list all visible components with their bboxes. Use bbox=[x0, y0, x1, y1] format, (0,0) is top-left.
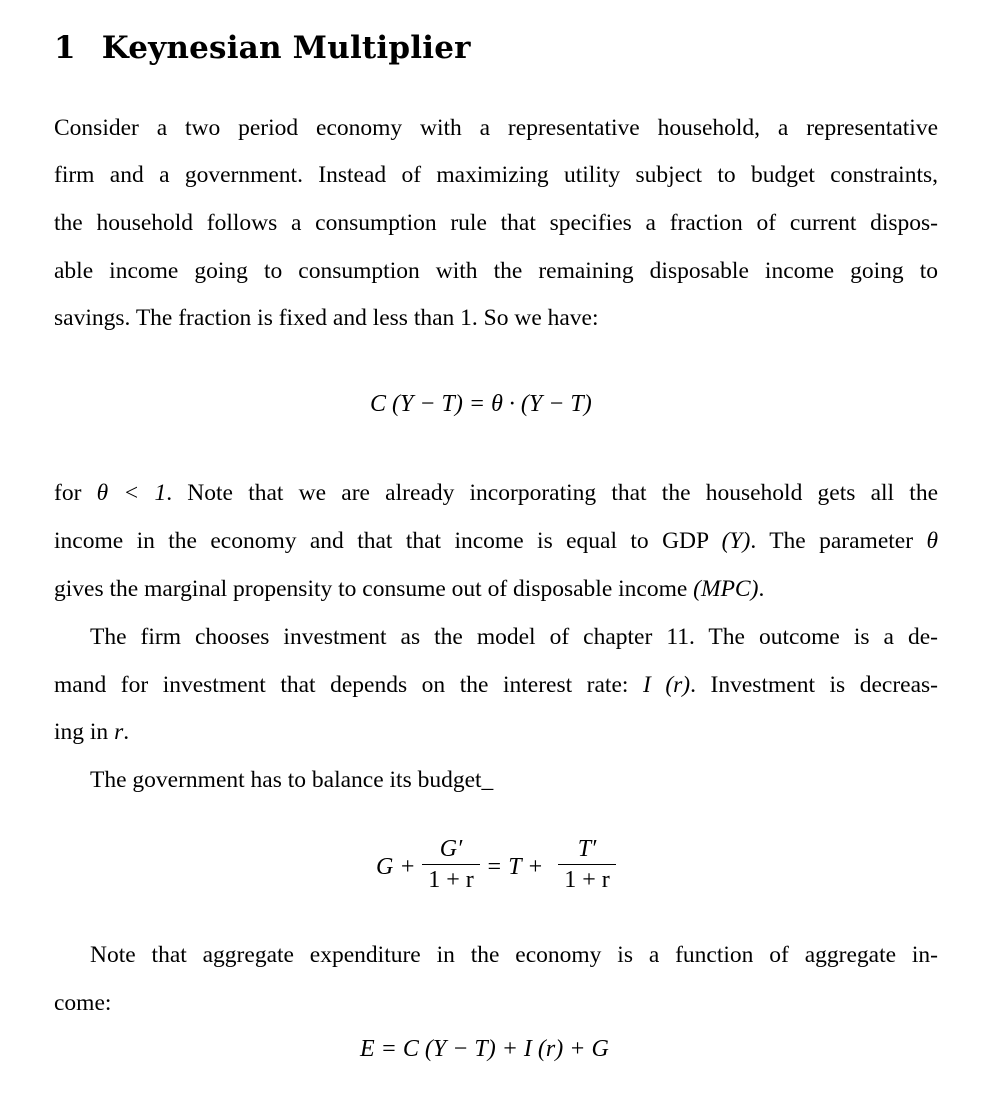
math-r: r bbox=[114, 719, 124, 745]
eq2-fraction-g: G′ 1 + r bbox=[422, 836, 480, 893]
para5-line-1: Note that aggregate expenditure in the economy is a function of aggregate in- bbox=[90, 942, 938, 968]
para1-line-3: the household follows a consumption rule that specifies a fraction of current dispos- bbox=[54, 210, 938, 236]
eq2-lhs: G + bbox=[376, 854, 416, 880]
eq2-mid: = T + bbox=[486, 854, 544, 880]
para1-line-5: savings. The fraction is fixed and less than 1. So we have: bbox=[54, 305, 599, 331]
eq2-fraction-t: T′ 1 + r bbox=[558, 836, 616, 893]
math-mpc: (MPC) bbox=[693, 576, 759, 602]
para1-line-4: able income going to consumption with the remaining disposable income going to bbox=[54, 258, 938, 284]
para2-line-1: for θ < 1. Note that we are already incorporating that the household gets all the bbox=[54, 480, 939, 506]
para1-line-1: Consider a two period economy with a representative household, a representative bbox=[54, 115, 938, 141]
para5-line-2: come: bbox=[54, 990, 112, 1016]
para4-line-1: The government has to balance its budget_ bbox=[90, 767, 494, 793]
para1-line-2: firm and a government. Instead of maximizing utility subject to budget constraints, bbox=[54, 162, 938, 188]
math-investment-fn: I (r) bbox=[642, 672, 691, 698]
math-theta-less-than-one: θ < 1 bbox=[96, 480, 167, 506]
equation-aggregate-expenditure: E = C (Y − T) + I (r) + G bbox=[360, 1036, 609, 1062]
section-heading bbox=[54, 30, 471, 66]
para3-line-1: The firm chooses investment as the model of chapter 11. The outcome is a de- bbox=[90, 624, 938, 650]
equation-consumption-rule: C (Y − T) = θ · (Y − T) bbox=[370, 391, 592, 417]
para3-line-3: ing in r. bbox=[54, 719, 130, 745]
para3-line-2: mand for investment that depends on the interest rate: I (r). Investment is decreas- bbox=[54, 672, 938, 698]
para2-line-3: gives the marginal propensity to consume out of disposable income (MPC). bbox=[54, 576, 765, 602]
math-theta: θ bbox=[926, 528, 938, 554]
section-title: Keynesian Multiplier bbox=[101, 30, 471, 66]
math-y: (Y) bbox=[721, 528, 751, 554]
para2-line-2: income in the economy and that that income is equal to GDP (Y). The parameter θ bbox=[54, 528, 938, 554]
section-number: 1 bbox=[54, 30, 76, 66]
